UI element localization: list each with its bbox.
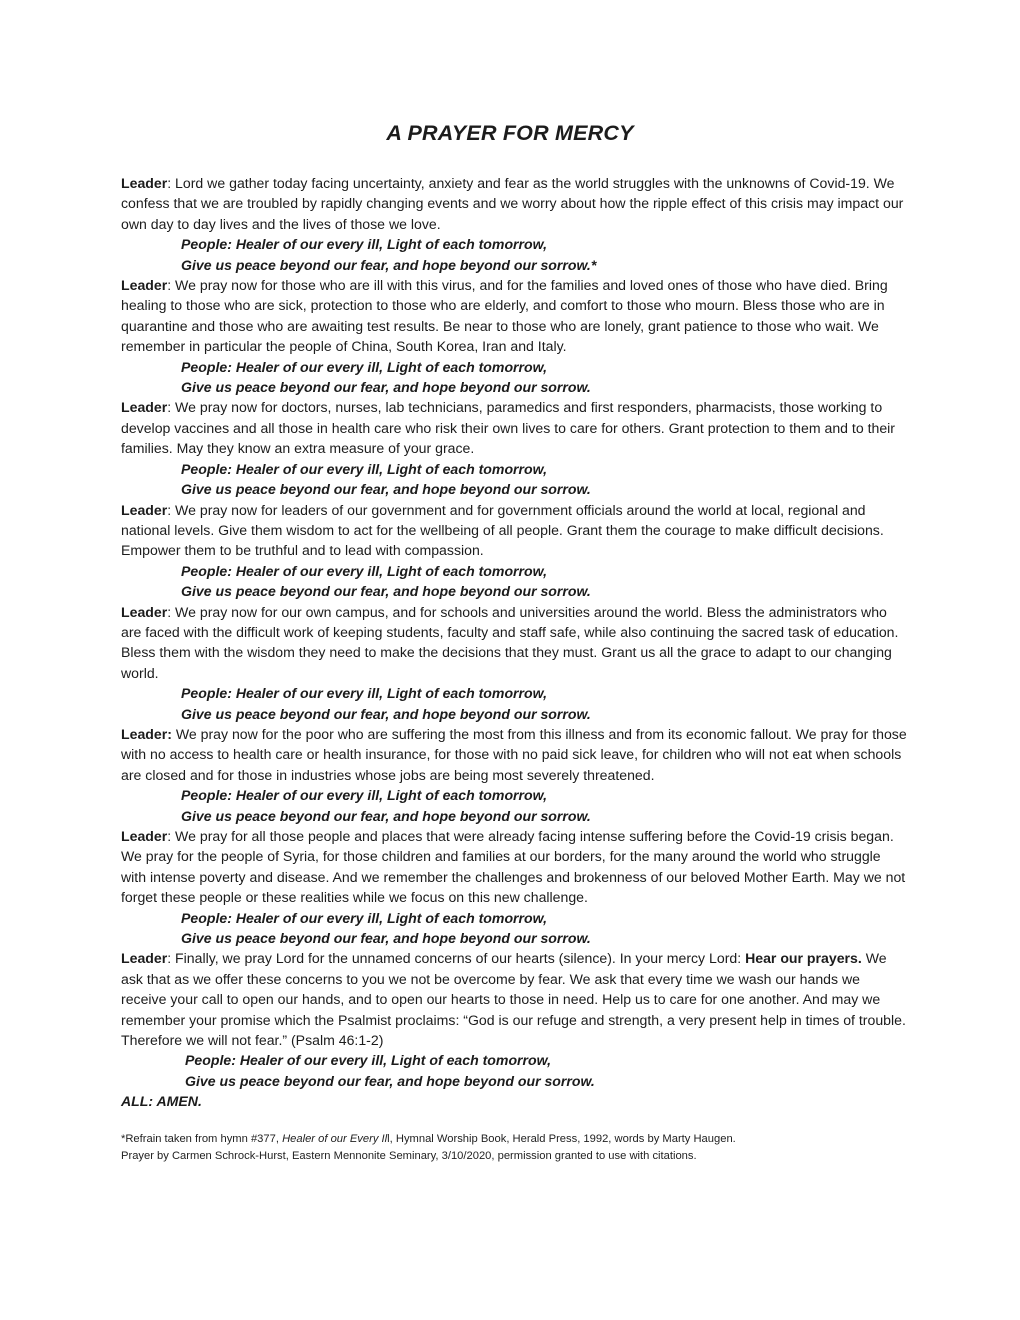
response-line-2: Give us peace beyond our fear, and hope beyond our sorrow. — [181, 379, 591, 396]
petition-text: : We pray now for our own campus, and for schools and universities around the world. Bless the administrators who are faced with the difficult work of keeping students, faculty and staff safe, while also continuing the sacred task of education. Bless them with the wisdom they need to make the decisions that they must. Grant us all the grace to adapt to our changing world. — [121, 603, 899, 681]
response-line-1: People: Healer of our every ill, Light of each tomorrow, — [181, 685, 547, 702]
response-line-1: People: Healer of our every ill, Light of each tomorrow, — [181, 460, 547, 477]
leader-label: Leader — [121, 175, 168, 191]
response-line-2: Give us peace beyond our fear, and hope beyond our sorrow. — [181, 930, 591, 947]
leader-label: Leader — [121, 828, 168, 844]
response-line-2: Give us peace beyond our fear, and hope beyond our sorrow.* — [181, 256, 597, 273]
response-line-1: People: Healer of our every ill, Light of each tomorrow, — [181, 562, 547, 579]
footnote-refrain-rest: l, Hymnal Worship Book, Herald Press, 1992, words by Marty Haugen. — [387, 1133, 736, 1145]
petition-text: : We pray now for those who are ill with this virus, and for the families and loved ones of those who have died. Bring healing to those who are sick, protection to those who are elderly, and comfort to those who mourn. Bless those who are in quarantine and those who are awaiting test results. Be near to those who are lonely, grant patience to those who wait. We remember in particular the people of China, South Korea, Iran and Italy. — [121, 277, 888, 355]
petition-7 — [121, 826, 907, 908]
petition-text-after: We ask that as we offer these concerns to you we not be overcome by fear. We ask that every time we wash our hands we receive your call to open our hands, and to open our hearts to those in need. Help us to care for one another. And may we remember your promise which the Psalmist proclaims: “God is our refuge and strength, a very present help in times of trouble. Therefore we will not fear.” (Psalm 46:1-2) — [121, 950, 906, 1049]
footnote-refrain-text: *Refrain taken from hymn #377, — [121, 1133, 283, 1145]
response-line-1: People: Healer of our every ill, Light of each tomorrow, — [185, 1052, 551, 1069]
petition-text: : We pray now for doctors, nurses, lab technicians, paramedics and first responders, pharmacists, those working to develop vaccines and all those in health care who risk their own lives to care for others. Grant protection to them and to their families. May they know an extra measure of your grace. — [121, 399, 896, 457]
petition-text: : Finally, we pray Lord for the unnamed concerns of our hearts (silence). In your mercy Lord: — [167, 950, 746, 967]
response-line-1: People: Healer of our every ill, Light of each tomorrow, — [181, 358, 547, 375]
petition-4 — [121, 500, 907, 561]
leader-label: Leader: — [121, 725, 172, 742]
petition-text: : We pray now for leaders of our government and for government officials around the world at local, regional and national levels. Give them wisdom to act for the wellbeing of all people. Grant them the courage to make difficult decisions. Empower them to be truthful and to lead with compassion. — [121, 501, 884, 559]
hymn-title: Healer of our Every Il — [282, 1133, 388, 1145]
leader-label: Leader — [121, 950, 168, 967]
petition-text: : We pray for all those people and places that were already facing intense suffering before the Covid-19 crisis began. We pray for the people of Syria, for those children and families at our borders, for the many around the world who struggle with intense poverty and disease. And we remember the challenges and brokenness of our beloved Mother Earth. May we not forget these people or these realities while we focus on this new challenge. — [121, 828, 906, 906]
petition-8 — [121, 948, 907, 1050]
prayer-body — [121, 173, 907, 1112]
response-line-1: People: Healer of our every ill, Light of each tomorrow, — [181, 909, 547, 926]
leader-label: Leader — [121, 399, 168, 416]
response-line-2: Give us peace beyond our fear, and hope beyond our sorrow. — [181, 583, 591, 600]
footnote-author: Prayer by Carmen Schrock-Hurst, Eastern Mennonite Seminary, 3/10/2020, permission granted to use with citations. — [121, 1150, 697, 1162]
response-line-1: People: Healer of our every ill, Light of each tomorrow, — [181, 236, 547, 253]
petition-1 — [121, 173, 907, 234]
leader-label: Leader — [121, 277, 168, 294]
petition-6 — [121, 724, 907, 785]
petition-text: Lord we gather today facing uncertainty, anxiety and fear as the world struggles with the unknowns of Covid-19. We confess that we are troubled by rapidly changing events and we worry about how the ripple effect of this crisis may impact our own day to day lives and the lives of those we love. — [121, 175, 904, 232]
response-line-2: Give us peace beyond our fear, and hope beyond our sorrow. — [185, 1072, 595, 1089]
response-line-2: Give us peace beyond our fear, and hope beyond our sorrow. — [181, 705, 591, 722]
petition-text: We pray now for the poor who are suffering the most from this illness and from its economic fallout. We pray for those with no access to health care or health insurance, for those with no paid sick leave, for children who will not eat when schools are closed and for those in industries whose jobs are being most severely threatened. — [121, 725, 907, 783]
response-line-2: Give us peace beyond our fear, and hope beyond our sorrow. — [181, 807, 591, 824]
response-line-2: Give us peace beyond our fear, and hope beyond our sorrow. — [181, 481, 591, 498]
footnotes — [121, 1131, 921, 1165]
leader-label: Leader — [121, 603, 168, 620]
page-title: A PRAYER FOR MERCY — [386, 121, 634, 145]
petition-5 — [121, 602, 907, 684]
petition-2 — [121, 275, 907, 357]
response-line-1: People: Healer of our every ill, Light of each tomorrow, — [181, 787, 547, 804]
closing-amen: ALL: AMEN. — [121, 1093, 202, 1110]
footnote-refrain — [121, 1131, 921, 1148]
petition-3 — [121, 397, 907, 458]
petition-bold-text: Hear our prayers. — [745, 950, 862, 967]
leader-label: Leader — [121, 501, 168, 518]
leader-label-suffix: : — [167, 175, 172, 191]
